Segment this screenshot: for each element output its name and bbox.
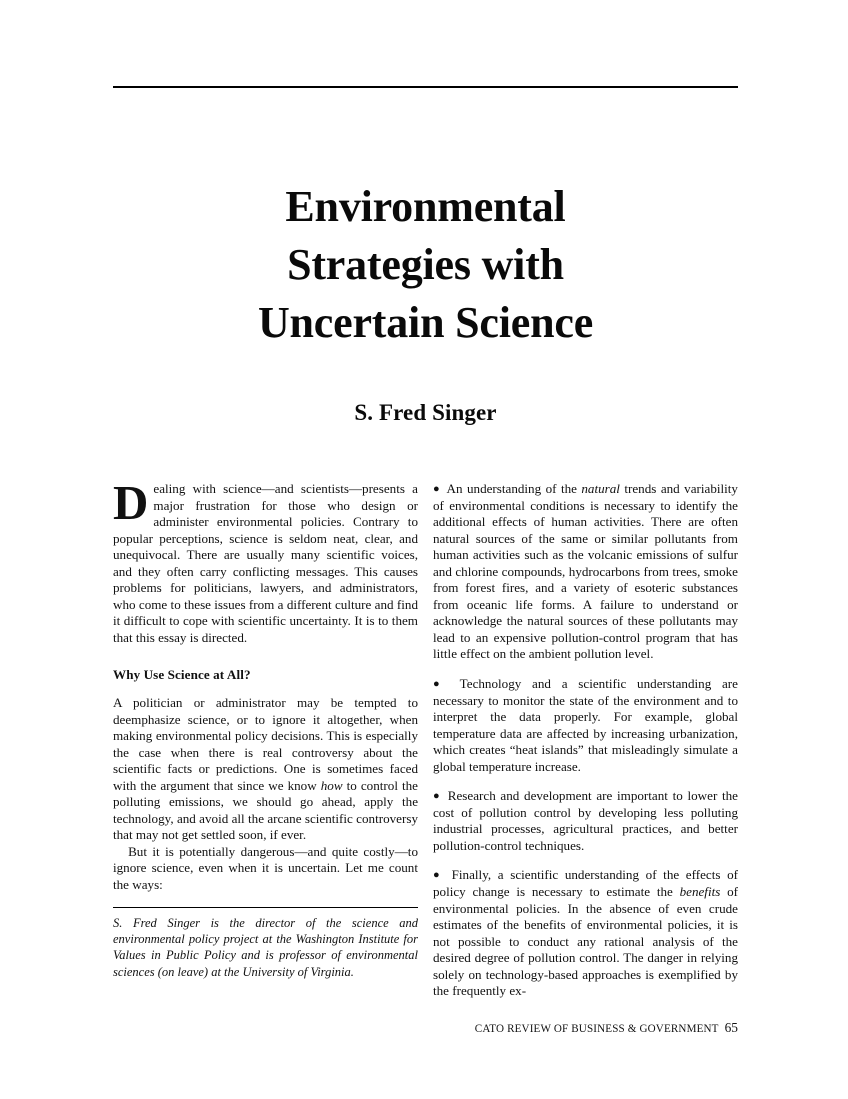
bullet-dot-icon: ● <box>433 677 448 690</box>
bullet-emphasis: benefits <box>679 884 721 900</box>
body-columns <box>113 475 738 1011</box>
author-byline: S. Fred Singer <box>354 400 497 425</box>
page-footer <box>113 1020 738 1036</box>
bullet-item <box>433 788 738 854</box>
header-rule <box>113 86 738 88</box>
opening-paragraph: Dealing with science—and scientists—presents a major frustration for those who design or administer environmental policies. Contrary to popular perceptions, science is seldom neat, clear, and unequivocal. There are usually many scientific voices, and they often carry conflicting messages. This causes problems for politicians, lawyers, and administrators, who come to these issues from a different culture and find it difficult to cope with scientific uncertainty. It is to them that this essay is directed. <box>113 475 418 645</box>
bullet-item <box>433 867 738 999</box>
bullet-text-a: Technology and a scientific understanding are necessary to monitor the state of the environment and to interpret the data properly. For example, global temperature data are affected by increasing urbanization, which creates “heat islands” that misleadingly simulate a global temperature increase. <box>433 676 738 774</box>
right-column <box>433 481 738 1000</box>
bullet-dot-icon: ● <box>433 482 441 495</box>
title-line-3: Uncertain Science <box>257 298 594 347</box>
bullet-text-a: An understanding of the <box>446 481 582 496</box>
footer-page-number: 65 <box>724 1020 738 1035</box>
bullet-emphasis: natural <box>581 481 620 496</box>
bullet-item <box>433 481 738 663</box>
paragraph-2-part-b: to control the polluting emissions, we should go ahead, apply the technology, and avoid all the arcane scientific controversy that may not get settled soon, if ever. <box>113 777 418 843</box>
author-footnote: S. Fred Singer is the director of the science and environmental policy project at the Washington Institute for Values in Public Policy and is professor of environmental sciences (on leave) at the University of Virginia. <box>113 915 418 979</box>
bullet-text-b: of environmental policies. In the absence of even crude estimates of the benefits of environmental policies, it is not possible to conduct any rational analysis of the desired degree of pollution control. The danger in relying solely on technology-based approaches is exemplified by the frequently ex- <box>433 884 738 999</box>
section-heading: Why Use Science at All? <box>113 667 251 683</box>
title-line-1: Environmental <box>285 182 566 231</box>
page-title <box>113 178 738 352</box>
paragraph-dangerous: But it is potentially dangerous—and quite costly—to ignore science, even when it is uncertain. Let me count the ways: <box>113 843 418 892</box>
paragraph-2-emphasis: how <box>320 777 343 793</box>
left-column <box>113 475 418 980</box>
bullet-text-b: trends and variability of environmental conditions is necessary to identify the additional effects of human activities. There are often natural sources of the same or similar pollutants from human activities such as the volcanic emissions of sulfur and chlorine compounds, hydrocarbons from trees, smoke from forest fires, and a variety of esoteric substances from oceanic life forms. A failure to understand or acknowledge the natural sources of these pollutants may lead to an expensive pollution-control program that has little effect on the ambient pollution level. <box>433 481 738 662</box>
bullet-text-a: Finally, a scientific understanding of the effects of policy change is necessary to estimate the <box>433 867 738 900</box>
paragraph-why-use-science <box>113 695 418 844</box>
footer-publication: CATO REVIEW OF BUSINESS & GOVERNMENT <box>474 1023 719 1035</box>
bullet-item <box>433 676 738 775</box>
footnote-rule <box>113 907 418 908</box>
title-line-2: Strategies with <box>287 240 564 289</box>
bullet-dot-icon: ● <box>433 789 442 802</box>
paragraph-2-part-a: A politician or administrator may be tempted to deemphasize science, or to ignore it altogether, when making environmental policy decisions. This is especially the case when there is real controversy about the scientific facts or predictions. One is sometimes faced with the argument that since we know <box>113 694 418 793</box>
bullet-dot-icon: ● <box>433 868 443 881</box>
bullet-text-a: Research and development are important to lower the cost of pollution control by developing less polluting industrial processes, agricultural practices, and better pollution-control techniques. <box>433 788 738 853</box>
subhead-wrapper <box>113 667 418 684</box>
